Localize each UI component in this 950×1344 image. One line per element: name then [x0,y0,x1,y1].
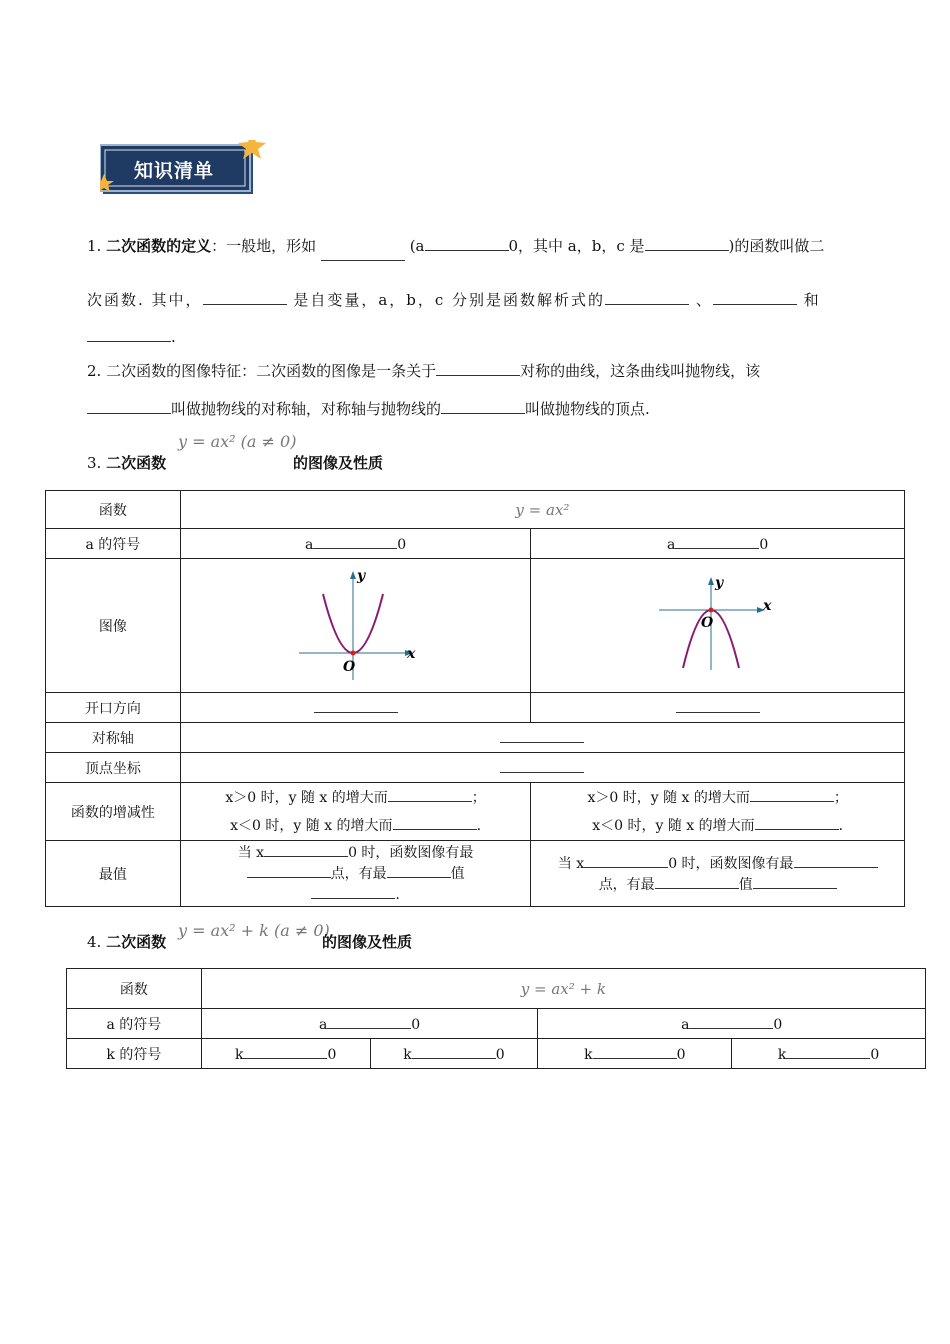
blank[interactable] [313,534,397,549]
table-row [67,1039,926,1069]
blank[interactable] [321,246,405,261]
text: 是自变量，a，b，c 分别是函数解析式的 [293,291,606,309]
sign-cell [538,1039,732,1069]
origin-label: O [342,658,355,675]
blank[interactable] [311,884,395,899]
text: ； [471,789,486,806]
blank[interactable] [412,1044,496,1059]
blank[interactable] [247,863,331,878]
text: 当 x [237,845,265,861]
blank[interactable] [750,787,834,802]
answer-cell [531,693,905,723]
table-row [46,693,905,723]
sign-cell [538,1009,926,1039]
section1-line1 [87,235,824,257]
blank[interactable] [645,236,729,251]
text: 次函数. 其中， [87,291,203,309]
item-number: 1. [87,237,102,255]
function-formula: y = ax² + k [201,969,925,1009]
origin-label: O [700,614,713,631]
parabola-down-graph [653,562,783,686]
vertex-point [708,607,713,612]
answer-cell [180,753,904,783]
sign-cell [201,1039,370,1069]
parabola-up-graph [291,562,421,686]
blank[interactable] [387,863,451,878]
blank[interactable] [713,290,797,305]
sign-cell [201,1009,538,1039]
y-axis-label: y [714,574,723,591]
text: 对称的曲线，这条曲线叫抛物线，该 [520,362,761,380]
text: 0，其中 a，b，c 是 [508,237,645,255]
row-header: a 的符号 [67,1009,202,1039]
row-header: a 的符号 [46,529,181,559]
blank[interactable] [655,874,739,889]
text: 一般地，形如 [226,237,317,255]
row-header: 对称轴 [46,723,181,753]
table-row [67,1009,926,1039]
blank[interactable] [500,728,584,743]
blank[interactable] [388,787,472,802]
blank[interactable] [786,1044,870,1059]
row-header: k 的符号 [67,1039,202,1069]
function-formula: y = ax² [180,491,904,529]
text: 、 [695,291,713,309]
text: 点，有最 [330,866,387,882]
row-header: 图像 [46,559,181,693]
blank[interactable] [500,758,584,773]
blank[interactable] [584,853,668,868]
text: . [171,328,176,346]
table-row [67,969,926,1009]
text: 0 时，函数图像有最 [668,855,794,872]
text: 二次函数的图像特征：二次函数的图像是一条关于 [106,362,437,380]
blank[interactable] [314,698,398,713]
sign-cell [531,529,905,559]
section2-line2 [87,398,650,420]
text: 和 [803,291,821,309]
blank[interactable] [794,853,878,868]
answer-cell [180,693,531,723]
text: 点，有最 [598,876,655,893]
lead-term: 二次函数的定义 [106,237,212,255]
text: k [403,1047,412,1063]
section4-heading [87,931,166,953]
formula: y = ax² + k (a ≠ 0) [178,921,330,940]
row-header: 顶点坐标 [46,753,181,783]
text: )的函数叫做二 [728,237,825,255]
sign-cell [732,1039,926,1069]
property-table-1 [45,490,905,907]
text: x＞0 时，y 随 x 的增大而 [587,789,750,806]
table-row [46,723,905,753]
row-header: 函数的增减性 [46,783,181,841]
property-table-2 [66,968,926,1069]
heading-tail: 的图像及性质 [322,933,413,951]
text: k [584,1047,593,1063]
item-number: 2. [87,362,102,380]
blank[interactable] [393,815,477,830]
y-arrow-icon [350,571,356,579]
text: . [395,887,400,903]
text: 叫做抛物线的顶点. [525,400,650,418]
table-row [46,529,905,559]
text: 0 [676,1047,686,1063]
section2-line1 [87,360,760,382]
lead-term: 二次函数 [106,933,167,951]
blank[interactable] [753,874,837,889]
item-number: 4. [87,933,102,951]
extreme-cell [180,841,531,907]
row-header: 函数 [46,491,181,529]
monotonic-cell [531,783,905,841]
text: 0 [759,537,769,553]
text: k [777,1047,787,1063]
text: 0 [870,1047,880,1063]
row-header: 函数 [67,969,202,1009]
text: 值 [738,876,753,893]
text: 0 [495,1047,505,1063]
blank[interactable] [441,399,525,414]
graph-cell-downward [531,559,905,693]
text: 0 [397,537,407,553]
heading-tail: 的图像及性质 [293,454,384,472]
row-header: 最值 [46,841,181,907]
section1-line3 [87,326,176,348]
table-row [46,753,905,783]
blank[interactable] [436,361,520,376]
x-axis-label: x [762,597,772,614]
text: 当 x [557,855,585,872]
text: 0 [411,1017,421,1033]
text: x＞0 时，y 随 x 的增大而 [225,789,388,806]
colon: ： [211,237,227,255]
vertex-point [350,650,355,655]
x-axis-label: x [406,645,415,662]
blank[interactable] [675,534,759,549]
table-row [46,783,905,841]
text: 0 [327,1047,337,1063]
answer-cell [180,723,904,753]
text: a [304,537,314,553]
text: 0 [773,1017,783,1033]
text: 0 时，函数图像有最 [348,845,474,861]
table-row [46,491,905,529]
blank[interactable] [87,327,171,342]
text: x＜0 时，y 随 x 的增大而 [592,817,755,834]
monotonic-cell [180,783,531,841]
y-axis-label: y [356,567,365,584]
text: a [318,1017,328,1033]
blank[interactable] [327,1014,411,1029]
text: . [476,817,482,834]
blank[interactable] [243,1044,327,1059]
section1-line2 [87,289,821,311]
sign-cell [370,1039,538,1069]
blank[interactable] [425,236,509,251]
table-row [46,559,905,693]
text: a [681,1017,690,1033]
text: 值 [450,866,465,882]
table-row [46,841,905,907]
extreme-cell [531,841,905,907]
graph-cell-upward [180,559,531,693]
text: (a [409,237,425,255]
badge-title: 知识清单 [134,160,215,182]
text: . [838,817,844,834]
blank[interactable] [605,290,689,305]
text: k [234,1047,244,1063]
blank[interactable] [689,1014,773,1029]
blank[interactable] [87,399,171,414]
blank[interactable] [264,842,348,857]
text: 叫做抛物线的对称轴，对称轴与抛物线的 [171,400,442,418]
text: x＜0 时，y 随 x 的增大而 [230,817,393,834]
sign-cell [180,529,531,559]
item-number: 3. [87,454,102,472]
blank[interactable] [203,290,287,305]
blank[interactable] [755,815,839,830]
lead-term: 二次函数 [106,454,167,472]
y-arrow-icon [708,577,714,585]
text: a [667,537,676,553]
blank[interactable] [676,698,760,713]
blank[interactable] [593,1044,677,1059]
formula: y = ax² (a ≠ 0) [178,432,297,451]
row-header: 开口方向 [46,693,181,723]
text: ； [833,789,848,806]
section3-heading [87,452,166,474]
section-badge [100,140,256,196]
